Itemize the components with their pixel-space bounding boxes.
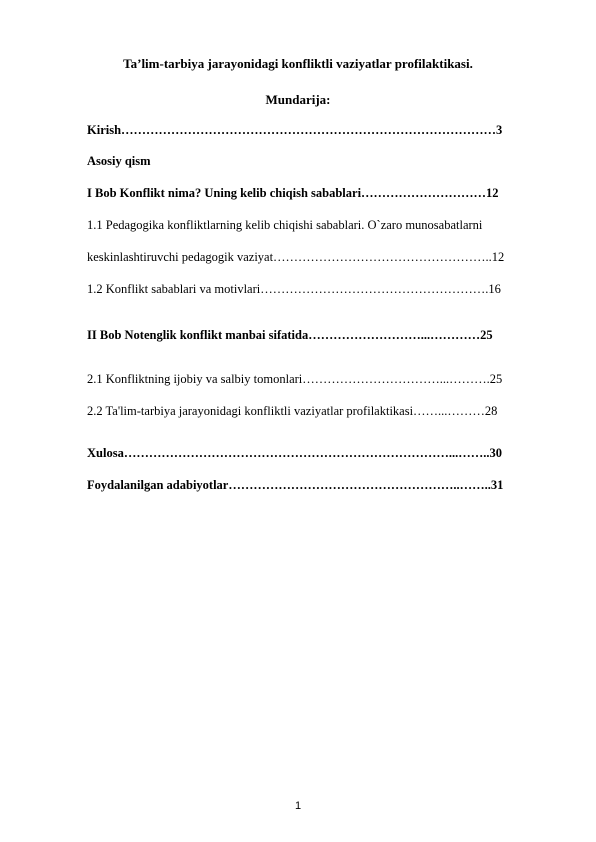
toc-entry-references: Foydalanilgan adabiyotlar………………………………………………..……..31 xyxy=(87,478,504,492)
toc-entry-asosiy-qism: Asosiy qism xyxy=(87,154,151,168)
toc-entry-section-1-1: 1.1 Pedagogika konfliktlarning kelib chiqishi sabablari. O`zaro munosabatlarni xyxy=(87,218,483,232)
toc-entry-chapter-1: I Bob Konflikt nima? Uning kelib chiqish sabablari…………………………12 xyxy=(87,186,499,200)
page-number: 1 xyxy=(294,800,302,812)
toc-heading: Mundarija: xyxy=(265,92,331,107)
toc-entry-kirish: Kirish………………………………………………………………………………3 xyxy=(87,123,503,137)
toc-entry-section-1-1-continued: keskinlashtiruvchi pedagogik vaziyat……………………………………………..12 xyxy=(87,250,505,264)
toc-entry-section-2-1: 2.1 Konfliktning ijobiy va salbiy tomonlari……………………………...……….25 xyxy=(87,372,503,386)
document-title: Ta’lim-tarbiya jarayonidagi konfliktli vaziyatlar profilaktikasi. xyxy=(123,56,473,71)
toc-entry-xulosa: Xulosa……………………………………………………………………...……..30 xyxy=(87,446,502,460)
toc-entry-chapter-2: II Bob Notenglik konflikt manbai sifatida………………………...…………25 xyxy=(87,328,493,342)
toc-entry-section-2-2: 2.2 Ta'lim-tarbiya jarayonidagi konfliktli vaziyatlar profilaktikasi……...………28 xyxy=(87,404,498,418)
toc-entry-section-1-2: 1.2 Konflikt sabablari va motivlari……………………………………………….16 xyxy=(87,282,501,296)
